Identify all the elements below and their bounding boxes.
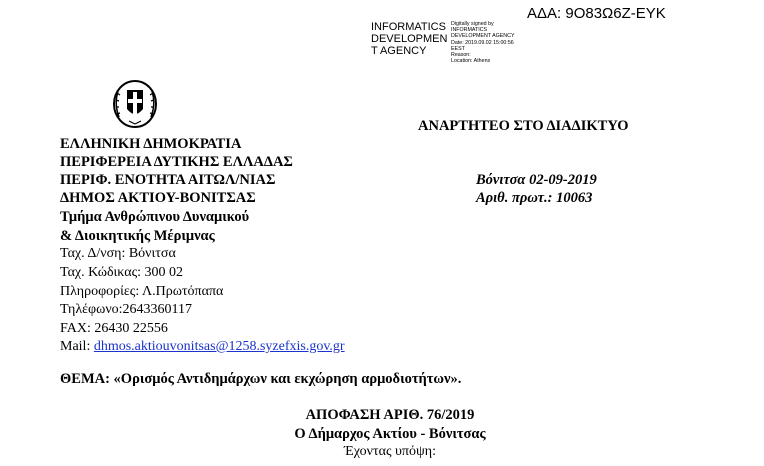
greek-emblem-icon [111,79,159,129]
contact-phone: Τηλέφωνο:2643360117 [60,302,193,317]
signature-org-line: INFORMATICS [371,21,446,33]
decision-preamble: Έχοντας υπόψη: [344,444,436,459]
signature-detail-line: Digitally signed by [451,21,494,27]
department-line: & Διοικητικής Μέριμνας [60,228,215,244]
subject: ΘΕΜΑ: «Ορισμός Αντιδημάρχων και εκχώρηση αρμοδιοτήτων». [60,371,462,387]
place-date: Βόνιτσα 02-09-2019 [476,172,597,188]
header-line: ΔΗΜΟΣ ΑΚΤΙΟΥ-ΒΟΝΙΤΣΑΣ [60,190,256,206]
signature-details [451,21,514,64]
signature-org-line: T AGENCY [371,45,427,57]
decision-title: ΑΠΟΦΑΣΗ ΑΡΙΘ. 76/2019 [305,407,475,423]
department-line: Τμήμα Ανθρώπινου Δυναμικού [60,209,250,225]
signature-org-line: DEVELOPMEN [371,33,448,45]
header-line: ΠΕΡΙΦΕΡΕΙΑ ΔΥΤΙΚΗΣ ΕΛΛΑΔΑΣ [60,154,293,170]
contact-postal-code: Ταχ. Κώδικας: 300 02 [60,265,184,280]
header-line: ΕΛΛΗΝΙΚΗ ΔΗΜΟΚΡΑΤΙΑ [60,136,242,152]
header-line: ΠΕΡΙΦ. ΕΝΟΤΗΤΑ ΑΙΤΩΛ/ΝΙΑΣ [60,172,276,188]
signature-detail-line: DEVELOPMENT AGENCY [451,33,515,40]
posting-note: ΑΝΑΡΤΗΤΕΟ ΣΤΟ ΔΙΑΔΙΚΤΥΟ [418,118,629,134]
contact-info: Πληροφορίες: Λ.Πρωτόπαπα [60,284,224,299]
signature-detail-line: EEST [451,45,465,52]
contact-mail-label: Mail: [60,339,94,354]
ada-code: ΑΔΑ: 9Ο83Ω6Ζ-ΕΥΚ [527,5,666,22]
signature-detail-line: Reason: [451,52,471,59]
contact-address: Ταχ. Δ/νση: Βόνιτσα [60,246,176,261]
contact-mail-row [60,339,345,355]
protocol-number: Αριθ. πρωτ.: 10063 [476,190,593,206]
signature-organization [371,21,447,57]
decision-issuer: Ο Δήμαρχος Ακτίου - Βόνιτσας [294,426,486,442]
signature-detail-line: INFORMATICS [451,27,488,34]
contact-mail-link[interactable]: dhmos.aktiouvonitsas@1258.syzefxis.gov.gr [93,339,345,354]
signature-detail-line: Date: 2019.09.02 15:00:56 [451,39,514,46]
signature-detail-line: Location: Athens [451,58,491,65]
contact-fax: FAX: 26430 22556 [60,321,168,336]
